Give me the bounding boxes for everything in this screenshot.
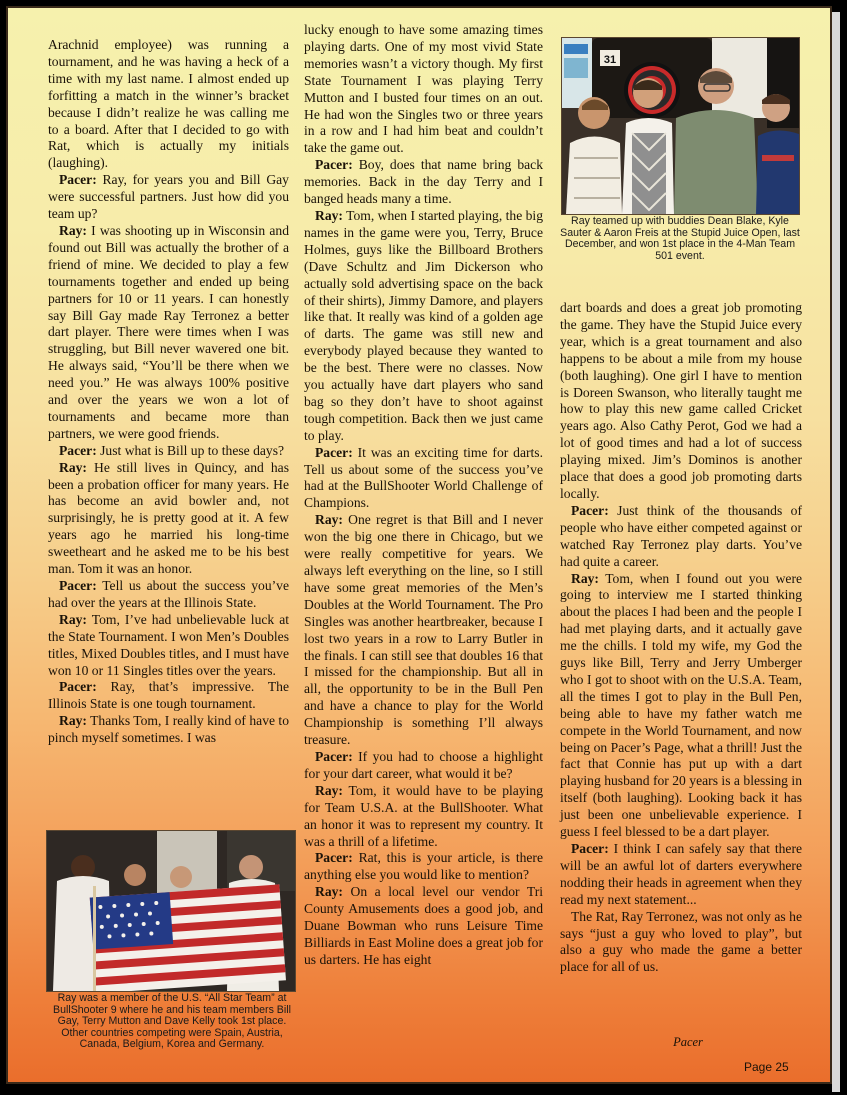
paragraph: [48, 223, 289, 443]
paragraph-text: Ray, for years you and Bill Gay were successful partners. Just how did you team up?: [48, 172, 289, 222]
speaker-label: Ray:: [315, 512, 343, 528]
speaker-label: Pacer:: [59, 442, 97, 458]
speaker-label: Pacer:: [59, 578, 97, 593]
paragraph: [48, 679, 289, 713]
paragraph-text: On a local level our vendor Tri County Amusements does a good job, and Duane Bowman who runs Leisure Time Billiards in East Moline does a great job for us darters. He has eight: [304, 884, 543, 967]
flag-photo-illustration: [47, 831, 295, 991]
speaker-label: Pacer:: [571, 841, 609, 856]
paragraph: [304, 749, 543, 783]
paragraph-text: Ray, that’s impressive. The Illinois State is one tough tournament.: [48, 679, 289, 712]
paragraph-text: Arachnid employee) was running a tournament, and he was having a heck of a time with my last name. I almost ended up forfitting a match in the winner’s bracket because I didn’t realize he was calling me to a board. After that I decided to go with Rat, which is actually my initials (laughing).: [48, 37, 289, 171]
board-number-label: 31: [603, 54, 617, 66]
paragraph: [48, 37, 289, 172]
paragraph: [48, 172, 289, 223]
paragraph: [304, 22, 543, 157]
paragraph-text: I think I can safely say that there will be an awful lot of darters everywhere nodding their heads in agreement when they read my next statement...: [560, 841, 803, 907]
paragraph: [304, 208, 543, 445]
paragraph: [48, 578, 289, 612]
paragraph-text: Tom, when I started playing, the big names in the game were you, Terry, Bruce Holmes, guys like the Billboard Brothers (Dave Schultz and Jim Dickerson who actually sold advertising space on the back of their shirts), Jimmy Damore, and players like that. It really was kind of a golden age of darts. The game was still new and everybody played because they wanted to be the best. There were no classes. Now you actually have dart players who sand bag so they don’t have to shoot against tough competition. Back then we just came to play.: [304, 207, 543, 443]
paragraph-text: Just what is Bill up to these days?: [100, 442, 285, 458]
paragraph: [560, 571, 802, 842]
magazine-page: [6, 6, 832, 1084]
paragraph: [304, 783, 543, 851]
paragraph-text: I was shooting up in Wisconsin and found out Bill was actually the brother of a friend of mine. We decided to play a few tournaments together and ended up being partners for 10 or 11 years. I can honestly say Bill Gay made Ray Terronez a better dart player. There were times when I was struggling, but Bill never wavered one bit. He always said, “You’ll be there when we need you.” He was always 100% positive and over the years we won a lot of tournaments and became more than partners, we were good friends.: [48, 222, 289, 441]
speaker-label: Ray:: [315, 884, 343, 900]
paragraph-text: Tom, I’ve had unbelievable luck at the State Tournament. I won Men’s Doubles titles, Mixed Doubles titles, and I must have won 10 or 11 Singles titles over the years.: [48, 611, 290, 678]
author-signature: Pacer: [673, 1035, 703, 1049]
paragraph-text: lucky enough to have some amazing times playing darts. One of my most vivid State memories wasn’t a victory though. My first State Tournament I was playing Terry Mutton and I busted four times on an out. He had won the Singles two or three years in a row and I had him beat and couldn’t take the game out.: [304, 22, 543, 156]
paragraph: [48, 460, 289, 578]
speaker-label: Ray:: [59, 713, 87, 729]
speaker-label: Pacer:: [315, 748, 353, 764]
paragraph-text: Tom, when I found out you were going to interview me I started thinking about the places I had been and the people I had met playing darts, and it actually gave me the chills. I told my wife, my God the guys like Bill, Terry and Jerry Umberger who I got to shoot with on the U.S.A. Team, all the times I got to play in the Bull Pen, being able to have my father watch me compete in the World Tournament, and now being on Pacer’s Page, what a thrill! Just the fact that Connie has put up with a dart playing husband for 20 years is a blessing in itself (both laughing). Looking back it has just been one unbelievable experience. I guess I feel blessed to be a dart player.: [560, 570, 803, 840]
paragraph: [304, 445, 543, 513]
speaker-label: Ray:: [59, 459, 87, 475]
speaker-label: Pacer:: [59, 679, 97, 695]
paragraph: [48, 443, 289, 460]
paragraph-text: One regret is that Bill and I never won the big one there in Chicago, but we were really competitive for years. We always left everything on the line, so I still have some great memories of the Men’s Doubles at the World Tournament. The Pro Singles was another heartbreaker, because I lost two years in a row to Larry Butler in the finals. I can still see that doubles 16 that I missed for the championship. But all in all, the opportunity to be in the Bull Pen and have a chance to play for the World Championship is something I’ll always treasure.: [304, 512, 543, 748]
speaker-label: Pacer:: [571, 502, 609, 518]
team-photo-stupid-juice: [561, 37, 800, 215]
speaker-label: Pacer:: [315, 444, 353, 460]
paragraph-text: Just think of the thousands of people who have either competed against or watched Ray Terronez play darts. You’ve had quite a career.: [560, 502, 802, 569]
speaker-label: Ray:: [571, 570, 599, 586]
speaker-label: Pacer:: [59, 172, 97, 188]
page-number: Page 25: [744, 1060, 789, 1074]
paragraph: [560, 503, 802, 571]
paragraph-text: Tom, it would have to be playing for Team U.S.A. at the BullShooter. What an honor it was to represent my country. It was a thrill of a lifetime.: [304, 782, 543, 849]
paragraph: [48, 713, 289, 747]
speaker-label: Pacer:: [315, 157, 353, 173]
paragraph: [560, 300, 802, 503]
paragraph-text: Boy, does that name bring back memories. Back in the day Terry and I banged heads many a time.: [304, 157, 543, 207]
speaker-label: Ray:: [59, 611, 87, 627]
paragraph: [560, 841, 802, 909]
paragraph-text: It was an exciting time for darts. Tell us about some of the success you’ve had at the BullShooter World Challenge of Champions.: [304, 444, 543, 511]
paragraph: [304, 157, 543, 208]
speaker-label: Pacer:: [315, 850, 353, 866]
speaker-label: Ray:: [315, 782, 343, 798]
text-column-3: [560, 300, 802, 976]
photo-caption-stupid-juice: Ray teamed up with buddies Dean Blake, Kyle Sauter & Aaron Freis at the Stupid Juice Open, last December, and won 1st place in the 4-Man Team 501 event.: [560, 215, 800, 262]
paragraph: [304, 884, 543, 969]
paragraph: [48, 612, 289, 680]
paragraph-text: The Rat, Ray Terronez, was not only as he says “just a guy who loved to play”, but also a guy who made the game a better place for all of us.: [560, 908, 802, 975]
team-photo-illustration: [562, 38, 799, 214]
text-column-2: [304, 22, 543, 969]
paragraph-text: If you had to choose a highlight for your dart career, what would it be?: [304, 748, 543, 781]
paragraph-text: dart boards and does a great job promoting the game. They have the Stupid Juice every year, which is a great tournament and also happens to be about a mile from my house (both laughing). One girl I have to mention is Doreen Swanson, who literally taught me how to play this new game called Cricket years ago. Also Cathy Perot, God we had a lot of good times and had a lot of success playing mixed. Jim’s Dominos is another place that does a good job promoting darts locally.: [560, 300, 802, 501]
paragraph-text: Rat, this is your article, is there anything else you would like to mention?: [304, 850, 543, 883]
photo-caption-all-star-team: Ray was a member of the U.S. “All Star Team” at BullShooter 9 where he and his team members Bill Gay, Terry Mutton and Dave Kelly took 1st place. Other countries competing were Spain, Austria, Canada, Belgium, Korea and Germany.: [53, 992, 291, 1051]
speaker-label: Ray:: [315, 207, 343, 223]
text-column-1: [48, 37, 289, 747]
paragraph: [304, 850, 543, 884]
all-star-team-photo: [46, 830, 296, 992]
paragraph-text: Thanks Tom, I really kind of have to pinch myself sometimes. I was: [48, 713, 289, 746]
paragraph-text: He still lives in Quincy, and has been a probation officer for many years. He has become an avid bowler and, not surprisingly, he is pretty good at it. A few years ago he married his long-time sweetheart and he asked me to be his best man. Tom it was an honor.: [48, 459, 289, 577]
paragraph-text: Tell us about the success you’ve had over the years at the Illinois State.: [48, 578, 289, 610]
paragraph: [560, 909, 802, 977]
paragraph: [304, 512, 543, 749]
speaker-label: Ray:: [59, 222, 87, 238]
